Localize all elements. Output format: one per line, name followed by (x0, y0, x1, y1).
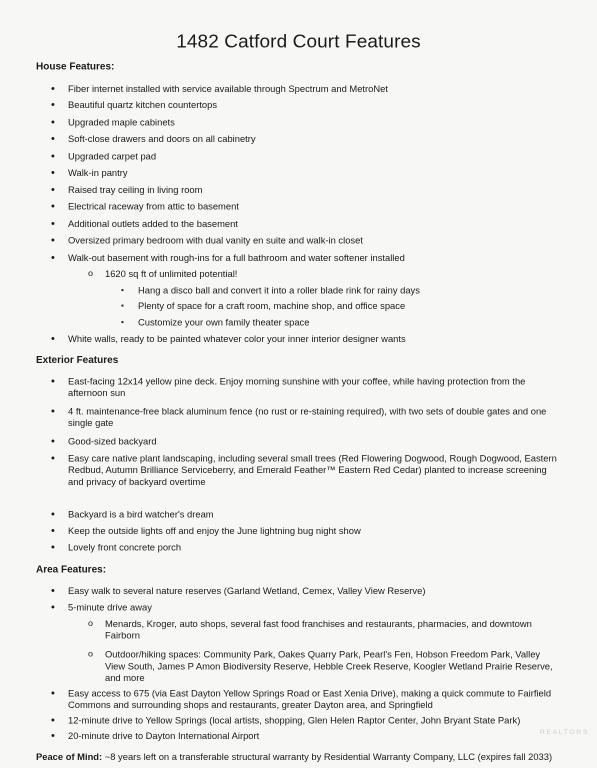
house-features-heading: House Features: (36, 61, 115, 73)
list-item: • Keep the outside lights off and enjoy the June lightning bug night show (68, 525, 558, 537)
list-item: • Beautiful quartz kitchen countertops (68, 99, 558, 111)
list-item: • Walk-in pantry (68, 167, 558, 179)
list-item: • Lovely front concrete porch (68, 542, 558, 554)
area-features-heading: Area Features: (36, 564, 107, 576)
sub-sub-list-item: ▪ Customize your own family theater space (138, 317, 558, 329)
list-item: • 12-minute drive to Yellow Springs (local artists, shopping, Glen Helen Raptor Center, John Bryant State Park) (68, 715, 558, 727)
list-item: • Soft-close drawers and doors on all cabinetry (68, 133, 558, 145)
list-item: • Upgraded carpet pad (68, 151, 558, 163)
list-item: • Fiber internet installed with service available through Spectrum and MetroNet (68, 83, 558, 95)
list-item: • Backyard is a bird watcher's dream (68, 509, 558, 521)
sub-list-item: o Outdoor/hiking spaces: Community Park, Oakes Quarry Park, Pearl's Fen, Hobson Freedom Park, Valley View South, James P Amon Biodiversity Reserve, Hebble Creek Reserve, Koogler Wetland Prairie Reserve, and more (105, 649, 560, 684)
sub-sub-list-item: ▪ Hang a disco ball and convert it into a roller blade rink for rainy days (138, 285, 558, 297)
list-item: • Walk-out basement with rough-ins for a full bathroom and water softener installed (68, 252, 558, 264)
sub-sub-list-item: ▪ Plenty of space for a craft room, machine shop, and office space (138, 300, 558, 312)
list-item: • 20-minute drive to Dayton International Airport (68, 730, 558, 742)
list-item: • Easy access to 675 (via East Dayton Yellow Springs Road or East Xenia Drive), making a quick commute to Fairfield Commons and surrounding shops and restaurants, greater Dayton area, and Springfield (68, 688, 558, 711)
sub-list-item: o 1620 sq ft of unlimited potential! (105, 268, 560, 280)
list-item: • East-facing 12x14 yellow pine deck. Enjoy morning sunshine with your coffee, while having protection from the afternoon sun (68, 376, 558, 399)
list-item: • 5-minute drive away (68, 602, 558, 614)
peace-of-mind-label: Peace of Mind: (36, 751, 103, 763)
exterior-features-heading: Exterior Features (36, 355, 119, 367)
peace-of-mind-text: ~8 years left on a transferable structural warranty by Residential Warranty Company, LLC (expires fall 2033) (102, 751, 553, 763)
list-item: • Electrical raceway from attic to basement (68, 201, 558, 213)
list-item: • Additional outlets added to the basement (68, 218, 558, 230)
list-item: • Good-sized backyard (68, 436, 558, 448)
list-item: • Easy walk to several nature reserves (Garland Wetland, Cemex, Valley View Reserve) (68, 585, 558, 597)
list-item: • 4 ft. maintenance-free black aluminum fence (no rust or re-staining required), with two sets of double gates and one single gate (68, 406, 558, 429)
list-item: • Raised tray ceiling in living room (68, 184, 558, 196)
sub-list-item: o Menards, Kroger, auto shops, several fast food franchises and restaurants, pharmacies, and downtown Fairborn (105, 618, 560, 641)
list-item: • Upgraded maple cabinets (68, 117, 558, 129)
peace-of-mind-note (36, 751, 576, 762)
document-title: 1482 Catford Court Features (176, 31, 421, 53)
list-item: • Oversized primary bedroom with dual vanity en suite and walk-in closet (68, 235, 558, 247)
list-item: • White walls, ready to be painted whatever color your inner interior designer wants (68, 333, 558, 345)
realtors-watermark: REALTORS (539, 729, 589, 736)
list-item: • Easy care native plant landscaping, including several small trees (Red Flowering Dogwood, Rough Dogwood, Eastern Redbud, Autumn Brilliance Serviceberry, and Emerald Feather™ Eastern Red Cedar) planted to increase screening and privacy of backyard overtime (68, 453, 558, 488)
